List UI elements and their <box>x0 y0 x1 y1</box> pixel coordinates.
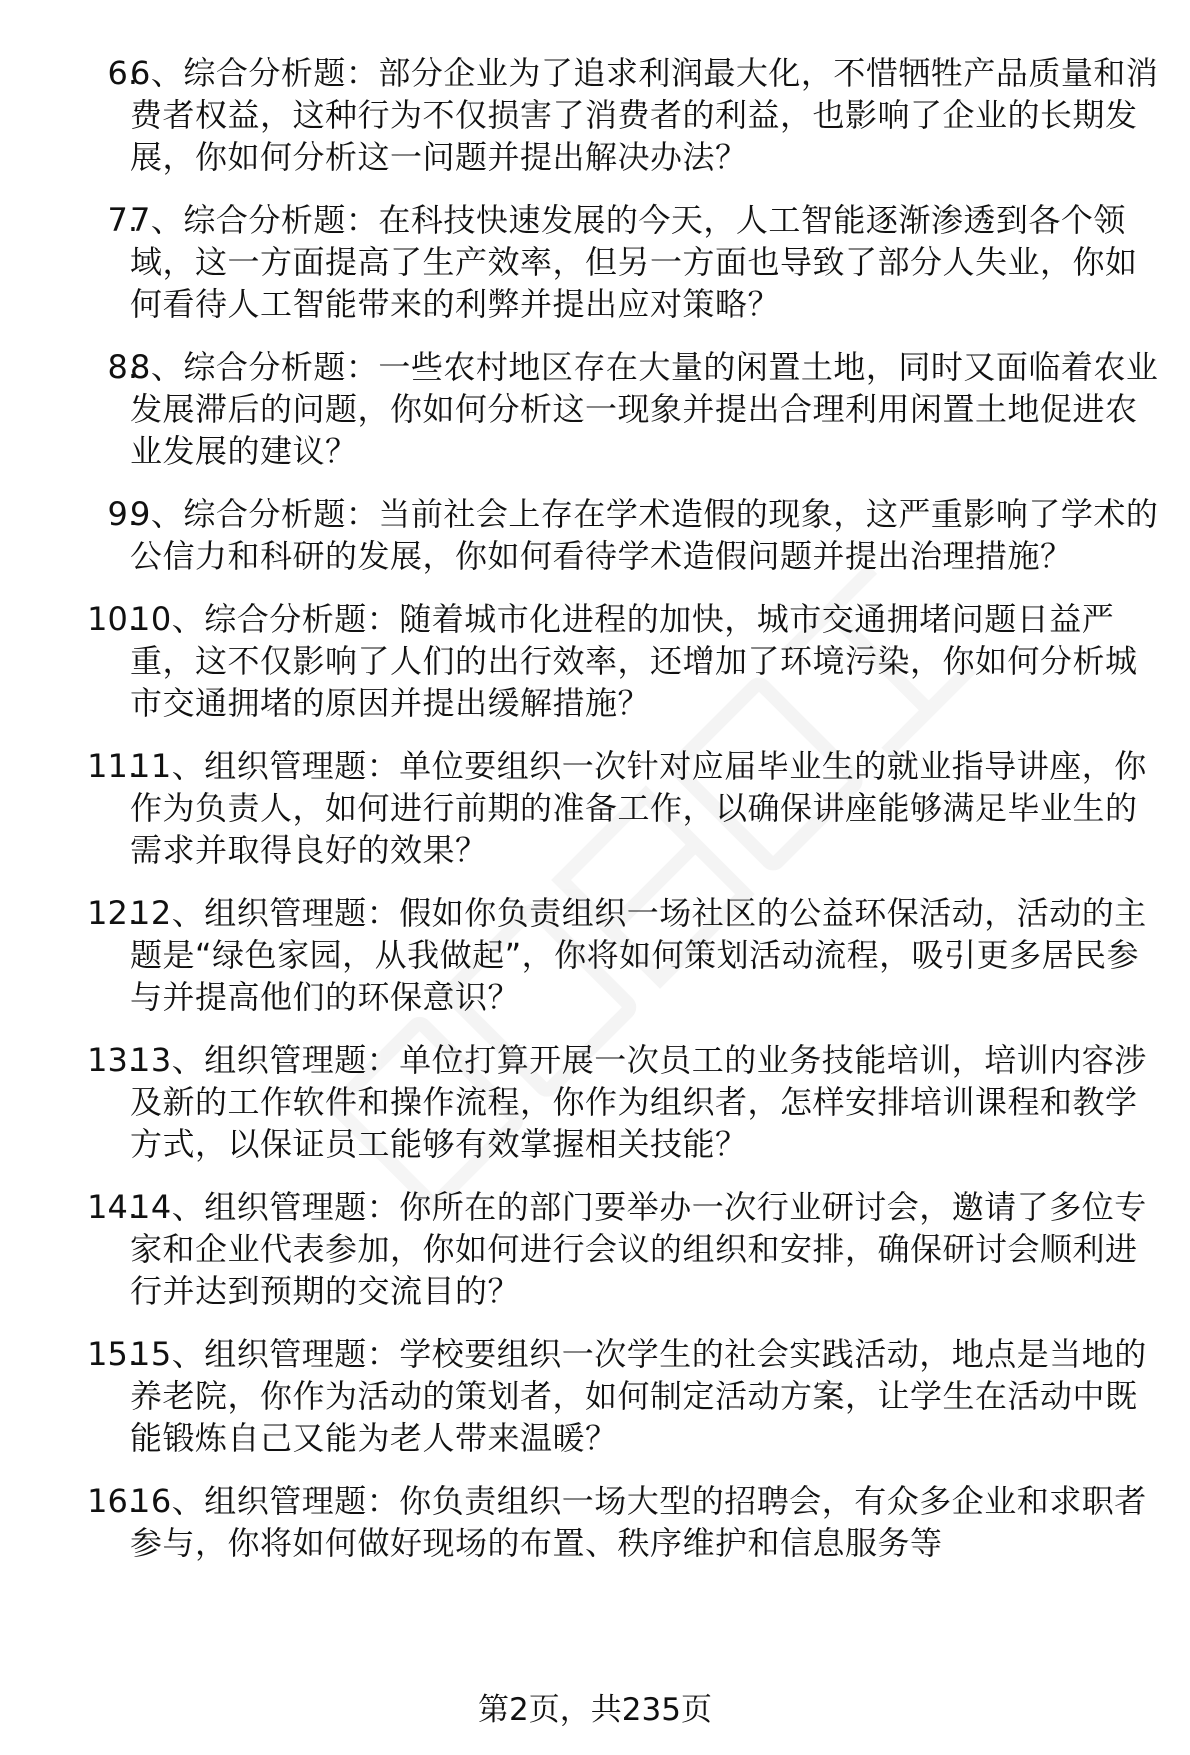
question-number: 8. <box>107 348 138 386</box>
question-text: 8、综合分析题：一些农村地区存在大量的闲置土地，同时又面临着农业发展滞后的问题，你如何分析这一现象并提出合理利用闲置土地促进农业发展的建议？ <box>130 348 1159 470</box>
question-text: 10、综合分析题：随着城市化进程的加快，城市交通拥堵问题日益严重，这不仅影响了人们的出行效率，还增加了环境污染，你如何分析城市交通拥堵的原因并提出缓解措施？ <box>130 600 1138 722</box>
question-text: 13、组织管理题：单位打算开展一次员工的业务技能培训，培训内容涉及新的工作软件和操作流程，你作为组织者，怎样安排培训课程和教学方式，以保证员工能够有效掌握相关技能？ <box>130 1041 1147 1163</box>
question-text: 15、组织管理题：学校要组织一次学生的社会实践活动，地点是当地的养老院，你作为活动的策划者，如何制定活动方案，让学生在活动中既能锻炼自己又能为老人带来温暖？ <box>130 1335 1147 1457</box>
question-number: 10. <box>87 600 138 638</box>
question-number: 16. <box>87 1482 138 1520</box>
list-item <box>0 493 1190 577</box>
list-item <box>0 1186 1190 1312</box>
list-item <box>0 199 1190 325</box>
list-item <box>0 598 1190 724</box>
list-item <box>0 346 1190 472</box>
question-number: 9. <box>107 495 138 533</box>
question-text: 11、组织管理题：单位要组织一次针对应届毕业生的就业指导讲座，你作为负责人，如何进行前期的准备工作，以确保讲座能够满足毕业生的需求并取得良好的效果？ <box>130 747 1147 869</box>
list-item <box>0 1480 1190 1564</box>
list-item <box>0 892 1190 1018</box>
question-text: 6、综合分析题：部分企业为了追求利润最大化，不惜牺牲产品质量和消费者权益，这种行为不仅损害了消费者的利益，也影响了企业的长期发展，你如何分析这一问题并提出解决办法？ <box>130 54 1159 176</box>
question-number: 14. <box>87 1188 138 1226</box>
question-number: 6. <box>107 54 138 92</box>
question-text: 16、组织管理题：你负责组织一场大型的招聘会，有众多企业和求职者参与，你将如何做好现场的布置、秩序维护和信息服务等 <box>130 1482 1147 1562</box>
question-list <box>0 52 1190 1564</box>
question-number: 13. <box>87 1041 138 1079</box>
question-text: 14、组织管理题：你所在的部门要举办一次行业研讨会，邀请了多位专家和企业代表参加，你如何进行会议的组织和安排，确保研讨会顺利进行并达到预期的交流目的？ <box>130 1188 1147 1310</box>
question-text: 7、综合分析题：在科技快速发展的今天，人工智能逐渐渗透到各个领域，这一方面提高了生产效率，但另一方面也导致了部分人失业，你如何看待人工智能带来的利弊并提出应对策略？ <box>130 201 1138 323</box>
list-item <box>0 52 1190 178</box>
page-footer: 第2页，共235页 <box>478 1692 712 1728</box>
question-text: 12、组织管理题：假如你负责组织一场社区的公益环保活动，活动的主题是“绿色家园，从我做起”，你将如何策划活动流程，吸引更多居民参与并提高他们的环保意识？ <box>130 894 1147 1016</box>
question-number: 11. <box>87 747 138 785</box>
question-number: 7. <box>107 201 138 239</box>
list-item <box>0 1333 1190 1459</box>
question-number: 12. <box>87 894 138 932</box>
question-number: 15. <box>87 1335 138 1373</box>
list-item <box>0 745 1190 871</box>
question-text: 9、综合分析题：当前社会上存在学术造假的现象，这严重影响了学术的公信力和科研的发展，你如何看待学术造假问题并提出治理措施？ <box>130 495 1159 575</box>
list-item <box>0 1039 1190 1165</box>
